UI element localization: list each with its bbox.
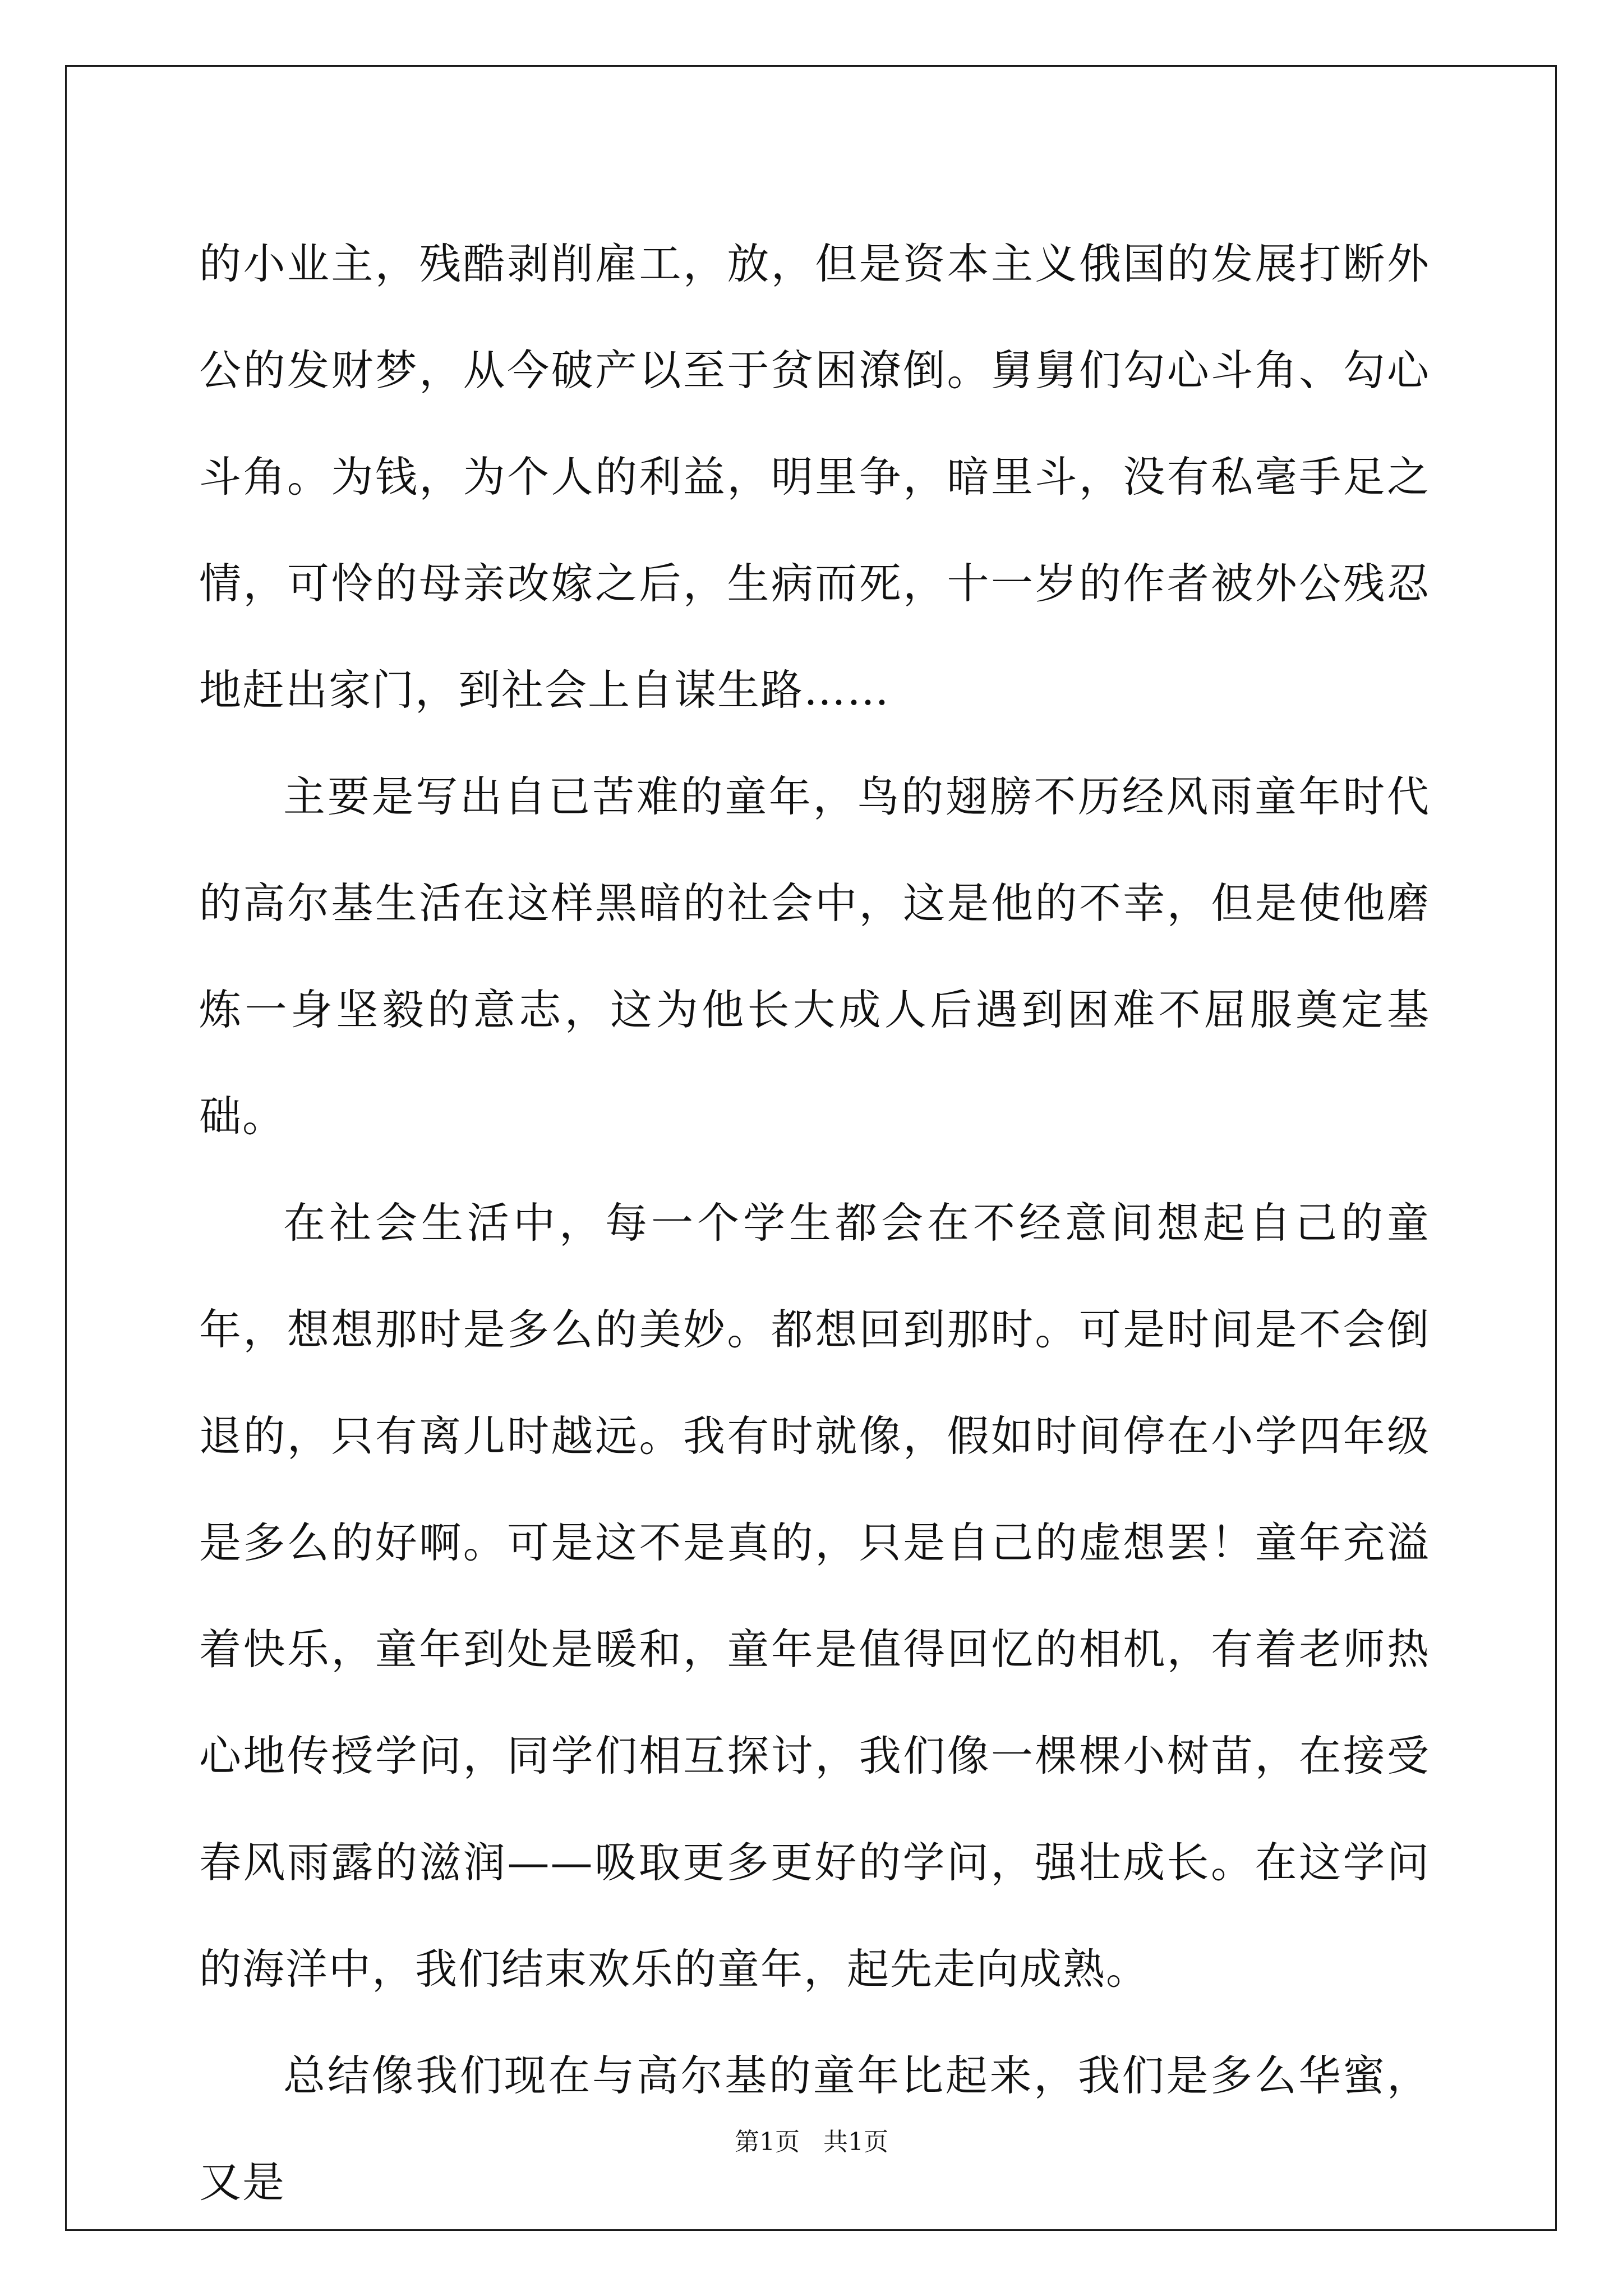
paragraph-4: 总结像我们现在与高尔基的童年比起来，我们是多么华蜜，又是 bbox=[199, 2051, 1430, 2207]
paragraph-2: 主要是写出自已苦难的童年，鸟的翅膀不历经风雨童年时代的高尔基生活在这样黑暗的社会中，这是他的不幸，但是使他磨炼一身坚毅的意志，这为他长大成人后遇到困难不屈服奠定基础。 bbox=[199, 772, 1430, 1141]
page-footer: 第1页 共1页 bbox=[735, 2128, 888, 2156]
paragraph-3: 在社会生活中，每一个学生都会在不经意间想起自己的童年，想想那时是多么的美妙。都想回到那时。可是时间是不会倒退的，只有离儿时越远。我有时就像，假如时间停在小学四年级是多么的好啊。可是这不是真的，只是自己的虚想罢！童年充溢着快乐，童年到处是暖和，童年是值得回忆的相机，有着老师热心地传授学问，同学们相互探讨，我们像一棵棵小树苗，在接受春风雨露的滋润——吸取更多更好的学问，强壮成长。在这学问的海洋中，我们结束欢乐的童年，起先走向成熟。 bbox=[199, 1198, 1430, 1994]
paragraph-1: 的小业主，残酷剥削雇工，放，但是资本主义俄国的发展打断外公的发财梦，从今破产以至于贫困潦倒。舅舅们勾心斗角、勾心斗角。为钱，为个人的利益，明里争，暗里斗，没有私毫手足之情，可怜的母亲改嫁之后，生病而死，十一岁的作者被外公残忍地赶出家门，到社会上自谋生路…… bbox=[199, 239, 1430, 715]
document-body bbox=[199, 210, 1430, 2235]
